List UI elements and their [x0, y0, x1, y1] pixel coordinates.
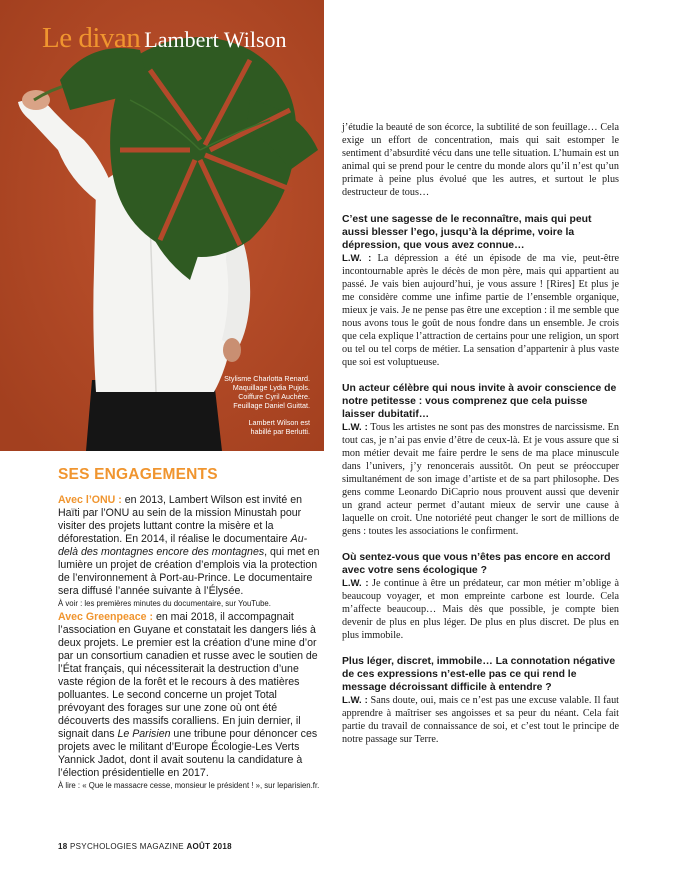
- interview-column: [342, 121, 619, 746]
- interview-question: Un acteur célèbre qui nous invite à avoir conscience de notre petitesse : vous comprenez que cela puisse laisser dubitatif…: [342, 383, 617, 420]
- newspaper-title: Le Parisien: [117, 728, 171, 740]
- answer-text: Sans doute, oui, mais ce n’est pas une excuse valable. Il faut apprendre à maîtriser ses angoisses et sa peur du néant. Cela fait partie du travail de connaissance de soi, et c’est tout le principe de notre passage sur Terre.: [342, 695, 620, 745]
- interview-question: C’est une sagesse de le reconnaître, mais qui peut aussi blesser l’ego, jusqu’à la déprime, voire la dépression, que vous avez connue…: [342, 214, 592, 251]
- speaker-label: L.W. :: [342, 695, 368, 706]
- engagement-lead: Avec Greenpeace :: [58, 611, 154, 623]
- credit-line: Stylisme Charlotta Renard.: [224, 374, 310, 383]
- interview-answer: [342, 694, 619, 746]
- credit-line: Coiffure Cyril Auchère.: [238, 392, 310, 401]
- speaker-label: L.W. :: [342, 578, 369, 589]
- interview-answer: [342, 421, 619, 538]
- interview-answer: [342, 577, 619, 642]
- engagement-text: en mai 2018, il accompagnait l’association en Guyane et constatait les dangers liés à deux projets. Le premier est la création d’une mine d’or par un consortium canadien et russe avec le soutien de l’État français, qui nécessiterait la destruction d’une vaste région de la forêt et le recours à des matières polluantes. Le second concerne un projet Total prévoyant des forages sur une zone où ont été découverts des massifs coralliens. En juin dernier, il signait dans: [58, 611, 318, 740]
- credit-line: Feuillage Daniel Guittat.: [233, 401, 310, 410]
- credit-line: Maquillage Lydia Pujols.: [232, 383, 310, 392]
- engagements-sidebar: [58, 466, 320, 793]
- rubric-label: Le divan: [42, 22, 141, 54]
- answer-text: Je continue à être un prédateur, car mon métier m’oblige à beaucoup voyager, et mon empreinte carbone est lourde. Cela m’affecte beaucoup… Mais dès que possible, je compte bien devenir de plus en plus léger. De plus en plus discret. De plus en plus immobile.: [342, 578, 620, 641]
- engagement-text: , qui met en lumière un projet de création d’emplois via la protection de l’environnement à Port-au-Prince. Le documentaire sera diffusé l’année suivante à l’Élysée.: [58, 546, 320, 597]
- documentary-title: Au-delà des montagnes encore des montagnes: [58, 533, 308, 558]
- interview-intro: j’étudie la beauté de son écorce, la subtilité de son feuillage… Cela exige un effort de concentration, mais qui sait estomper le sentiment d’absurdité vécu dans une telle situation. L’humain est un animal qui se prend pour le centre du monde alors qu’il n’est qu’un primate à peine plus évolué que les autres, et surtout le plus destructeur de tous…: [342, 122, 619, 198]
- outfit-credit-line: Lambert Wilson est: [248, 418, 310, 427]
- answer-text: La dépression a été un épisode de ma vie, peut-être incontournable après le décès de mon père, mais qui appartient au passé. Je vais bien aujourd’hui, je vous assure ! [Rires] Et plus je me considère comme une infime partie de l’ensemble organique, mieux je vais. Je ne pense pas être une exception : il me semble que nous avons tous le goût de nous fondre dans un ensemble. Je crois que cela explique l’attraction de certains pour une religion, un sport ou tel ou tel corps de métier. La sensation d’appartenir à plus vaste que soi est voluptueuse.: [342, 253, 619, 368]
- engagement-greenpeace: [58, 611, 320, 780]
- answer-text: Tous les artistes ne sont pas des monstres de narcissisme. En tout cas, je n’ai pas envie d’être de ceux-là. Et je vous assure que si mon métier devait me faire perdre le sens de ma place minuscule dans l’univers, j’y renoncerais aussitôt. On peut se préoccuper simultanément de son image d’artiste et de sa part philosophe. Des gens comme Leonardo DiCaprio nous prouvent aussi que devenir un grand acteur permet d’autant mieux de servir une cause à laquelle on croit. Une notoriété peut changer le sort de millions de gens : toutes les associations le confirment.: [342, 422, 619, 537]
- speaker-label: L.W. :: [342, 422, 368, 433]
- engagement-text: en 2013, Lambert Wilson est invité en Haïti par l’ONU au sein de la mission Minustah pour visiter des projets luttant contre la misère et la déforestation. En 2014, il réalise le documentaire: [58, 494, 302, 545]
- read-note: À lire : « Que le massacre cesse, monsieur le président ! », sur leparisien.fr.: [58, 781, 320, 790]
- interview-answer: [342, 252, 619, 369]
- issue-date: AOÛT 2018: [186, 842, 232, 851]
- interview-question: Plus léger, discret, immobile… La connotation négative de ces expressions n’est-elle pas ce qui rend le message décroissant difficile à entendre ?: [342, 656, 616, 693]
- page-number: 18: [58, 842, 68, 851]
- outfit-credit-line: habillé par Berlutti.: [250, 427, 310, 436]
- article-title: [42, 22, 287, 55]
- photo-credits: [160, 374, 310, 436]
- engagement-lead: Avec l’ONU :: [58, 494, 122, 506]
- interviewee-name: Lambert Wilson: [144, 27, 287, 52]
- page-footer: [58, 842, 232, 851]
- speaker-label: L.W. :: [342, 253, 372, 264]
- portrait-photo: [0, 0, 324, 451]
- interview-question: Où sentez-vous que vous n’êtes pas encore en accord avec votre sens écologique ?: [342, 552, 611, 576]
- engagement-text: une tribune pour dénoncer ces projets avec le militant d’Europe Écologie-Les Verts Yannick Jadot, dont il avait soutenu la candidature à l’élection présidentielle en 2017.: [58, 728, 318, 779]
- watch-note: À voir : les premières minutes du documentaire, sur YouTube.: [58, 599, 271, 608]
- engagements-heading: SES ENGAGEMENTS: [58, 466, 218, 483]
- engagement-onu: [58, 494, 320, 598]
- magazine-name: PSYCHOLOGIES MAGAZINE: [70, 842, 184, 851]
